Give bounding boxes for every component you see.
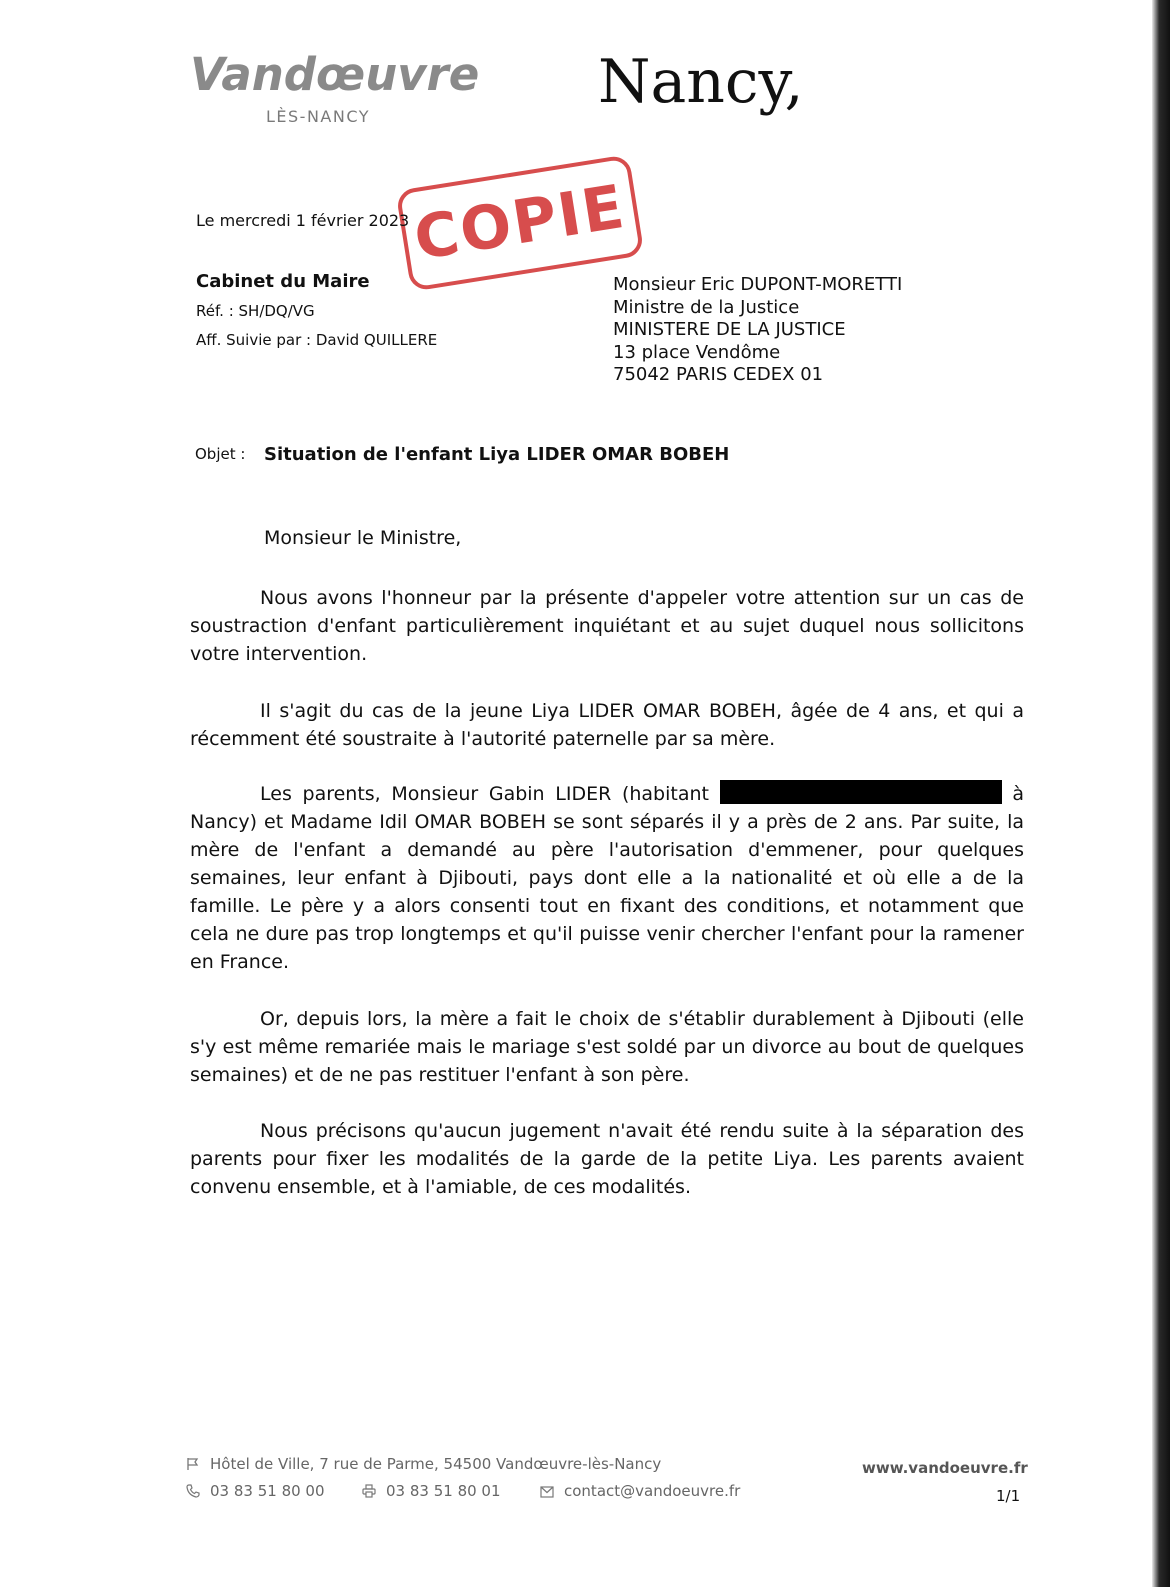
footer-website: www.vandoeuvre.fr [862, 1459, 1028, 1477]
footer-email [540, 1482, 740, 1500]
footer-phone-text: 03 83 51 80 00 [210, 1482, 325, 1500]
paragraph-2: Il s'agit du cas de la jeune Liya LIDER OMAR BOBEH, âgée de 4 ans, et qui a récemment été soustraite à l'autorité paternelle par sa mère. [190, 700, 1024, 750]
redaction-bar [720, 780, 1002, 804]
footer-phone [186, 1482, 325, 1500]
phone-icon [186, 1482, 202, 1500]
recipient-line: 75042 PARIS CEDEX 01 [613, 364, 824, 386]
flag-icon [186, 1455, 202, 1473]
recipient-line: MINISTERE DE LA JUSTICE [613, 319, 846, 341]
footer-fax [362, 1482, 501, 1500]
sender-followed-by: Aff. Suivie par : David QUILLERE [196, 331, 438, 349]
recipient-line: Monsieur Eric DUPONT-MORETTI [613, 274, 903, 295]
paragraph-5: Nous précisons qu'aucun jugement n'avait été rendu suite à la séparation des parents pour fixer les modalités de la garde de la petite Liya. Les parents avaient convenu ensemble, et à l'amiable, de ces modalités. [190, 1120, 1024, 1198]
paragraph-3-start: Les parents, Monsieur Gabin LIDER (habitant [260, 783, 709, 805]
sender-department: Cabinet du Maire [196, 271, 370, 292]
copie-stamp: COPIE [395, 154, 644, 292]
recipient-line: Ministre de la Justice [613, 296, 800, 318]
salutation: Monsieur le Ministre, [264, 527, 462, 549]
paragraph-3 [190, 780, 1024, 976]
page-edge-shadow [1152, 0, 1170, 1587]
printer-icon [362, 1482, 378, 1500]
paragraph-4: Or, depuis lors, la mère a fait le choix de s'établir durablement à Djibouti (elle s'y est même remariée mais le mariage s'est soldé par un divorce au bout de quelques semaines) et de ne pas restituer l'enfant à son père. [190, 1008, 1024, 1086]
subject-label: Objet : [195, 445, 246, 463]
paragraph-3-end: à Nancy) et Madame Idil OMAR BOBEH se sont séparés il y a près de 2 ans. Par suite, la mère de l'enfant a demandé au père l'autorisation d'emmener, pour quelques semaines, leur enfant à Djibouti, pays dont elle a la nationalité et où elle a de la famille. Le père y a alors consenti tout en fixant des conditions, et notamment que cela ne dure pas trop longtemps et qu'il puisse venir chercher l'enfant pour la ramener en France. [190, 783, 1024, 973]
recipient-line: 13 place Vendôme [613, 341, 781, 363]
vandoeuvre-logo-subtitle: LÈS-NANCY [266, 107, 370, 126]
vandoeuvre-logo: Vandœuvre [190, 48, 480, 101]
envelope-icon [540, 1482, 556, 1500]
page-number: 1/1 [996, 1487, 1021, 1505]
subject-text: Situation de l'enfant Liya LIDER OMAR BOBEH [264, 444, 730, 465]
recipient-address [613, 274, 902, 387]
footer-fax-text: 03 83 51 80 01 [386, 1482, 501, 1500]
footer-address [186, 1455, 661, 1473]
sender-reference: Réf. : SH/DQ/VG [196, 302, 315, 320]
paragraph-1: Nous avons l'honneur par la présente d'appeler votre attention sur un cas de soustraction d'enfant particulièrement inquiétant et au sujet duquel nous sollicitons votre intervention. [190, 587, 1024, 665]
footer-address-text: Hôtel de Ville, 7 rue de Parme, 54500 Vandœuvre-lès-Nancy [210, 1455, 662, 1473]
letter-date: Le mercredi 1 février 2023 [196, 211, 410, 230]
nancy-logo: Nancy, [598, 47, 804, 117]
footer-email-text: contact@vandoeuvre.fr [564, 1482, 741, 1500]
